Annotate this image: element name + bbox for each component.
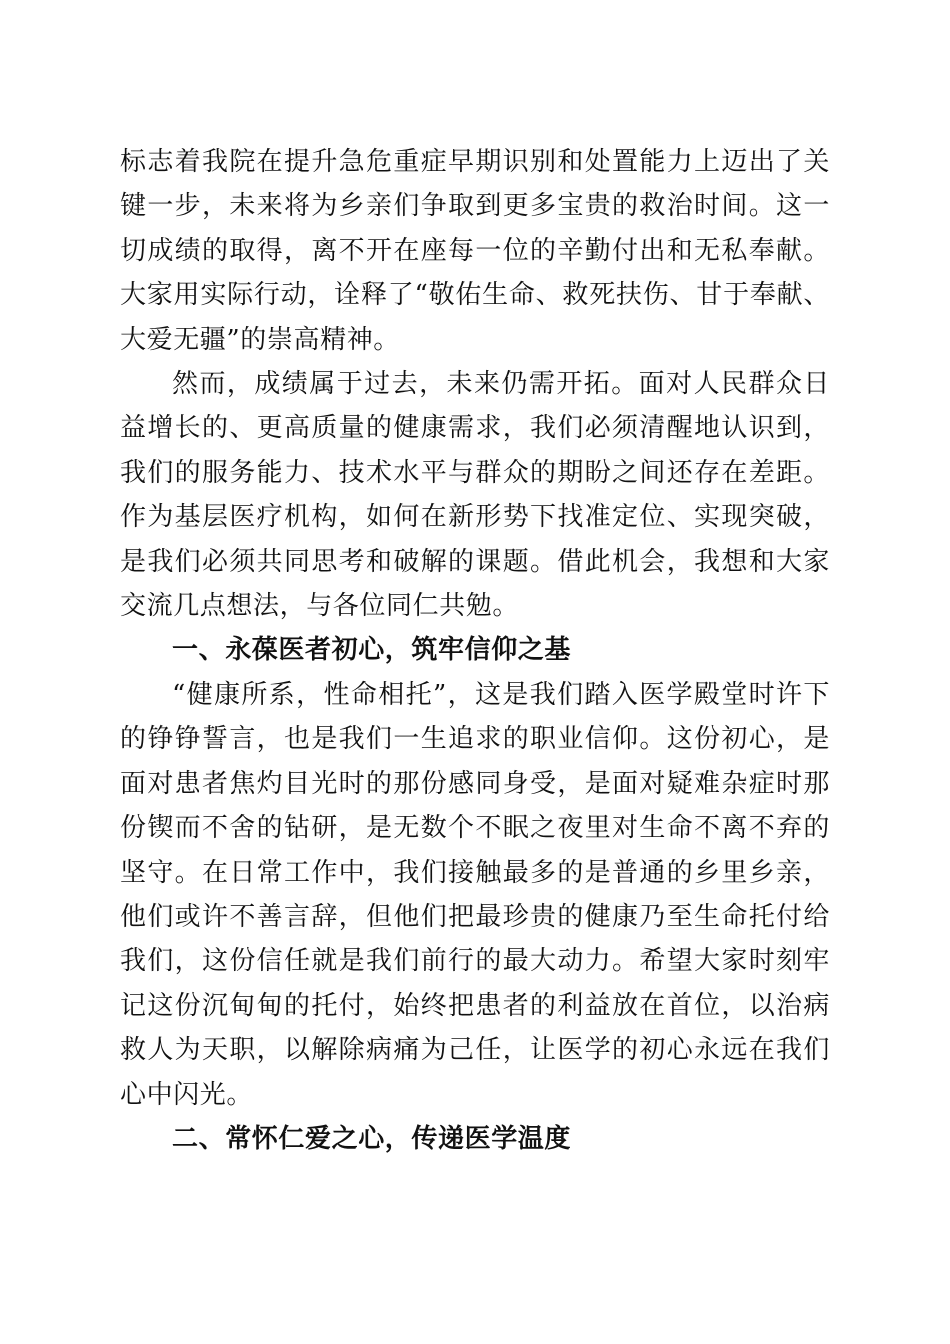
section-heading-2: 二、常怀仁爱之心，传递医学温度: [172, 1123, 572, 1154]
paragraph-challenges: 然而，成绩属于过去，未来仍需开拓。面对人民群众日益增长的、更高质量的健康需求，我们必须清醒地认识到，我们的服务能力、技术水平与群众的期盼之间还存在差距。作为基层医疗机构，如何在新形势下找准定位、实现突破，是我们必须共同思考和破解的课题。借此机会，我想和大家交流几点想法，与各位同仁共勉。: [120, 369, 830, 622]
document-body: [120, 140, 830, 1161]
paragraph-original-intention: “健康所系，性命相托”，这是我们踏入医学殿堂时许下的铮铮誓言，也是我们一生追求的职业信仰。这份初心，是面对患者焦灼目光时的那份感同身受，是面对疑难杂症时那份锲而不舍的钻研，是无数个不眠之夜里对生命不离不弃的坚守。在日常工作中，我们接触最多的是普通的乡里乡亲，他们或许不善言辞，但他们把最珍贵的健康乃至生命托付给我们，这份信任就是我们前行的最大动力。希望大家时刻牢记这份沉甸甸的托付，始终把患者的利益放在首位，以治病救人为天职，以解除病痛为己任，让医学的初心永远在我们心中闪光。: [120, 679, 830, 1110]
section-heading-1: 一、永葆医者初心，筑牢信仰之基: [172, 635, 572, 666]
paragraph-continuation: 标志着我院在提升急危重症早期识别和处置能力上迈出了关键一步，未来将为乡亲们争取到更多宝贵的救治时间。这一切成绩的取得，离不开在座每一位的辛勤付出和无私奉献。大家用实际行动，诠释了“敬佑生命、救死扶伤、甘于奉献、大爱无疆”的崇高精神。: [120, 147, 830, 355]
